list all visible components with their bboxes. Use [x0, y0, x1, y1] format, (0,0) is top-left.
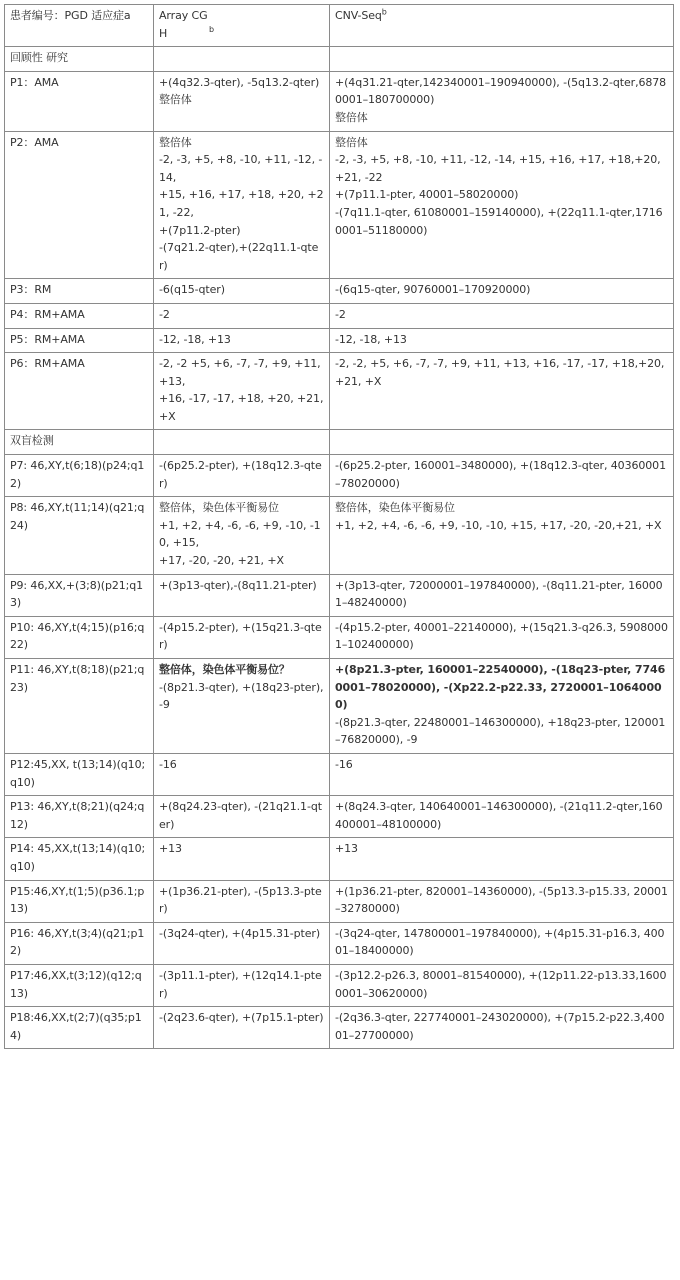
result-line: +(3p13-qter, 72000001–197840000), -(8q11.21-pter, 160001–48240000) — [335, 578, 663, 610]
section-label: 回顾性 研究 — [5, 47, 154, 72]
result-line: 整倍体 — [335, 135, 368, 149]
cnv-seq-cell — [330, 796, 674, 838]
array-cgh-cell — [154, 574, 330, 616]
result-line: -2, -2 +5, +6, -7, -7, +9, +11, +13, — [159, 357, 321, 388]
header-row — [5, 5, 674, 47]
patient-indication-cell: P17:46,XX,t(3;12)(q12;q13) — [5, 964, 154, 1006]
result-line: -(3p11.1-pter), +(12q14.1-pter) — [159, 968, 322, 1000]
patient-indication-cell: P12:45,XX, t(13;14)(q10;q10) — [5, 753, 154, 795]
array-cgh-cell — [154, 838, 330, 880]
cnv-seq-cell — [330, 131, 674, 279]
result-line: -2, -3, +5, +8, -10, +11, -12, -14, — [159, 153, 323, 184]
result-line: +(1p36.21-pter), -(5p13.3-pter) — [159, 884, 322, 916]
result-line: -(2q23.6-qter), +(7p15.1-pter) — [159, 1011, 324, 1025]
array-cgh-cell — [154, 964, 330, 1006]
patient-indication-cell: P4：RM+AMA — [5, 303, 154, 328]
result-line: +(8q24.23-qter), -(21q21.1-qter) — [159, 800, 322, 831]
patient-indication-cell: P3：RM — [5, 279, 154, 304]
table-row — [5, 922, 674, 964]
array-cgh-cell — [154, 753, 330, 795]
result-line: -2 — [159, 307, 170, 321]
cnv-seq-cell — [330, 455, 674, 497]
header-col2-text: Array CGH — [159, 9, 208, 40]
cnv-seq-cell — [330, 303, 674, 328]
array-cgh-cell — [154, 328, 330, 353]
result-line: -(8p21.3-qter), +(18q23-pter), -9 — [159, 680, 324, 712]
cnv-seq-cell — [330, 71, 674, 131]
result-line: -6(q15-qter) — [159, 283, 225, 297]
comparison-table — [4, 4, 674, 1049]
table-row — [5, 964, 674, 1006]
table-row — [5, 796, 674, 838]
result-line: -(3p12.2-p26.3, 80001–81540000), +(12p11.22-p13.33,16000001–30620000) — [335, 968, 667, 1000]
table-row — [5, 497, 674, 574]
cnv-seq-cell — [330, 1007, 674, 1049]
result-line: -2 — [335, 307, 346, 321]
patient-indication-cell: P13: 46,XY,t(8;21)(q24;q12) — [5, 796, 154, 838]
cnv-seq-cell — [330, 497, 674, 574]
result-line: +(7p11.2-pter) — [159, 223, 241, 237]
patient-indication-cell: P15:46,XY,t(1;5)(p36.1;p13) — [5, 880, 154, 922]
array-cgh-cell — [154, 71, 330, 131]
result-line: -12, -18, +13 — [159, 332, 231, 346]
table-row — [5, 838, 674, 880]
result-line: +15, +16, +17, +18, +20, +21, -22, — [159, 188, 324, 219]
cnv-seq-cell — [330, 659, 674, 754]
table-row — [5, 279, 674, 304]
result-line: +17, -20, -20, +21, +X — [159, 554, 284, 568]
result-line: -(3q24-qter), +(4p15.31-pter) — [159, 926, 321, 940]
result-line: -(8p21.3-qter, 22480001–146300000), +18q23-pter, 120001–76820000), -9 — [335, 715, 666, 747]
result-line: 整倍体 — [159, 93, 192, 107]
result-line: +1, +2, +4, -6, -6, +9, -10, -10, +15, +17, -20, -20,+21, +X — [335, 518, 662, 532]
table-row — [5, 328, 674, 353]
result-line: -(7q11.1-qter, 61080001–159140000), +(22q11.1-qter,17160001–51180000) — [335, 205, 663, 237]
result-line: -2, -3, +5, +8, -10, +11, -12, -14, +15, +16, +17, +18,+20, +21, -22 — [335, 153, 661, 184]
table-row — [5, 659, 674, 754]
result-line-bold: 整倍体，染色体平衡易位？ — [159, 663, 290, 676]
table-row — [5, 880, 674, 922]
patient-indication-cell: P10: 46,XY,t(4;15)(p16;q22) — [5, 616, 154, 658]
array-cgh-cell — [154, 455, 330, 497]
result-line: -(3q24-qter, 147800001–197840000), +(4p15.31-p16.3, 40001–18400000) — [335, 926, 665, 958]
header-array-cgh — [154, 5, 330, 47]
section-empty-cell — [330, 430, 674, 455]
cnv-seq-cell — [330, 279, 674, 304]
table-row — [5, 455, 674, 497]
section-empty-cell — [154, 430, 330, 455]
cnv-seq-cell — [330, 922, 674, 964]
patient-indication-cell: P11: 46,XY,t(8;18)(p21;q23) — [5, 659, 154, 754]
array-cgh-cell — [154, 616, 330, 658]
table-row — [5, 1007, 674, 1049]
patient-indication-cell: P6：RM+AMA — [5, 353, 154, 430]
cnv-seq-cell — [330, 880, 674, 922]
array-cgh-cell — [154, 922, 330, 964]
section-row — [5, 47, 674, 72]
result-line: -(6q15-qter, 90760001–170920000) — [335, 283, 531, 297]
result-line: -16 — [335, 757, 353, 771]
header-col1-text: 患者编号：PGD 适应症a — [10, 9, 131, 22]
result-line: +16, -17, -17, +18, +20, +21, +X — [159, 392, 324, 423]
array-cgh-cell — [154, 497, 330, 574]
result-line: 整倍体，染色体平衡易位 — [159, 501, 279, 515]
result-line: -(6p25.2-pter), +(18q12.3-qter) — [159, 459, 322, 490]
result-line: +1, +2, +4, -6, -6, +9, -10, -10, +15, — [159, 518, 321, 550]
patient-indication-cell: P7: 46,XY,t(6;18)(p24;q12) — [5, 455, 154, 497]
patient-indication-cell: P5：RM+AMA — [5, 328, 154, 353]
cnv-seq-cell — [330, 753, 674, 795]
result-line: +(3p13-qter),-(8q11.21-pter) — [159, 578, 317, 592]
header-cnv-seq — [330, 5, 674, 47]
result-line-bold: +(8p21.3-pter, 160001–22540000), -(18q23-pter, 77460001–78020000), -(Xp22.2-p22.33, 2720001–10640000) — [335, 663, 666, 712]
result-line: -(6p25.2-pter, 160001–3480000), +(18q12.3-qter, 40360001–78020000) — [335, 459, 666, 490]
header-col3-sup: b — [381, 7, 387, 17]
result-line: -16 — [159, 757, 177, 771]
result-line: -(4p15.2-pter), +(15q21.3-qter) — [159, 620, 322, 652]
result-line: +(1p36.21-pter, 820001–14360000), -(5p13.3-p15.33, 20001–32780000) — [335, 884, 668, 916]
result-line: 整倍体，染色体平衡易位 — [335, 501, 455, 515]
patient-indication-cell: P8: 46,XY,t(11;14)(q21;q24) — [5, 497, 154, 574]
result-line: +13 — [335, 842, 358, 856]
result-line: +13 — [159, 842, 182, 856]
cnv-seq-cell — [330, 353, 674, 430]
patient-indication-cell: P14: 45,XX,t(13;14)(q10;q10) — [5, 838, 154, 880]
array-cgh-cell — [154, 796, 330, 838]
table-row — [5, 574, 674, 616]
table-row — [5, 353, 674, 430]
section-row — [5, 430, 674, 455]
result-line: +(8q24.3-qter, 140640001–146300000), -(21q11.2-qter,160400001–48100000) — [335, 800, 663, 831]
result-line: 整倍体 — [335, 110, 368, 124]
patient-indication-cell: P1：AMA — [5, 71, 154, 131]
result-line: -(4p15.2-pter, 40001–22140000), +(15q21.3-q26.3, 59080001–102400000) — [335, 620, 668, 652]
result-line: -2, -2, +5, +6, -7, -7, +9, +11, +13, +16, -17, -17, +18,+20, +21, +X — [335, 357, 665, 388]
array-cgh-cell — [154, 131, 330, 279]
result-line: -12, -18, +13 — [335, 332, 407, 346]
table-row — [5, 71, 674, 131]
table-row — [5, 616, 674, 658]
section-empty-cell — [330, 47, 674, 72]
cnv-seq-cell — [330, 616, 674, 658]
patient-indication-cell: P18:46,XX,t(2;7)(q35;p14) — [5, 1007, 154, 1049]
patient-indication-cell: P2：AMA — [5, 131, 154, 279]
array-cgh-cell — [154, 880, 330, 922]
patient-indication-cell: P9: 46,XX,+(3;8)(p21;q13) — [5, 574, 154, 616]
array-cgh-cell — [154, 659, 330, 754]
section-label: 双盲检测 — [5, 430, 154, 455]
result-line: -(2q36.3-qter, 227740001–243020000), +(7p15.2-p22.3,40001–27700000) — [335, 1011, 665, 1042]
table-row — [5, 131, 674, 279]
result-line: +(4q31.21-qter,142340001–190940000), -(5q13.2-qter,68780001–180700000) — [335, 75, 667, 107]
cnv-seq-cell — [330, 964, 674, 1006]
table-row — [5, 303, 674, 328]
result-line: -(7q21.2-qter),+(22q11.1-qter) — [159, 241, 319, 272]
result-line: +(4q32.3-qter), -5q13.2-qter) — [159, 75, 320, 89]
array-cgh-cell — [154, 303, 330, 328]
header-col3-text: CNV-Seq — [335, 9, 382, 22]
cnv-seq-cell — [330, 574, 674, 616]
result-line: 整倍体 — [159, 135, 192, 149]
header-col2-sup: b — [209, 24, 214, 34]
header-patient-indication — [5, 5, 154, 47]
cnv-seq-cell — [330, 328, 674, 353]
array-cgh-cell — [154, 353, 330, 430]
table-row — [5, 753, 674, 795]
cnv-seq-cell — [330, 838, 674, 880]
array-cgh-cell — [154, 279, 330, 304]
section-empty-cell — [154, 47, 330, 72]
result-line: +(7p11.1-pter, 40001–58020000) — [335, 188, 519, 202]
table-body — [5, 5, 674, 1049]
array-cgh-cell — [154, 1007, 330, 1049]
patient-indication-cell: P16: 46,XY,t(3;4)(q21;p12) — [5, 922, 154, 964]
